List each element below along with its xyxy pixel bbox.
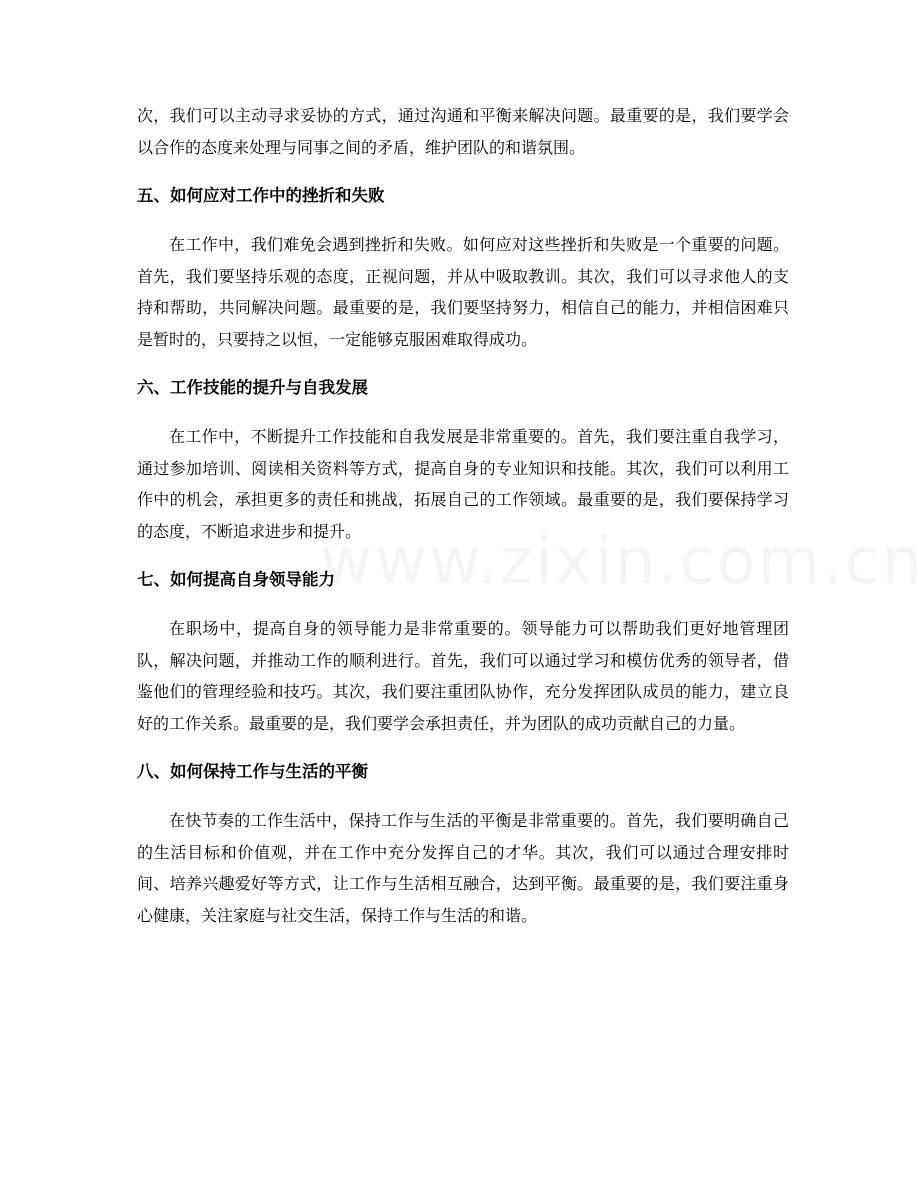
heading-section-6: 六、工作技能的提升与自我发展 [137, 378, 368, 397]
paragraph-section-5: 在工作中，我们难免会遇到挫折和失败。如何应对这些挫折和失败是一个重要的问题。首先，我们要坚持乐观的态度，正视问题，并从中吸取教训。其次，我们可以寻求他人的支持和帮助，共同解决问题。最重要的是，我们要坚持努力，相信自己的能力，并相信困难只是暂时的，只要持之以恒，一定能够克服困难取得成功。 [137, 235, 789, 349]
document-body [137, 100, 789, 931]
heading-section-7: 七、如何提高自身领导能力 [137, 570, 335, 589]
paragraph-section-7: 在职场中，提高自身的领导能力是非常重要的。领导能力可以帮助我们更好地管理团队，解决问题，并推动工作的顺利进行。首先，我们可以通过学习和模仿优秀的领导者，借鉴他们的管理经验和技巧。其次，我们要注重团队协作，充分发挥团队成员的能力，建立良好的工作关系。最重要的是，我们要学会承担责任，并为团队的成功贡献自己的力量。 [137, 619, 789, 733]
paragraph-conflict-continued: 次，我们可以主动寻求妥协的方式，通过沟通和平衡来解决问题。最重要的是，我们要学会以合作的态度来处理与同事之间的矛盾，维护团队的和谐氛围。 [137, 106, 789, 157]
heading-section-5: 五、如何应对工作中的挫折和失败 [137, 186, 385, 205]
heading-section-8: 八、如何保持工作与生活的平衡 [137, 762, 368, 781]
paragraph-section-6: 在工作中，不断提升工作技能和自我发展是非常重要的。首先，我们要注重自我学习，通过参加培训、阅读相关资料等方式，提高自身的专业知识和技能。其次，我们可以利用工作中的机会，承担更多的责任和挑战，拓展自己的工作领域。最重要的是，我们要保持学习的态度，不断追求进步和提升。 [137, 427, 789, 541]
paragraph-section-8: 在快节奏的工作生活中，保持工作与生活的平衡是非常重要的。首先，我们要明确自己的生活目标和价值观，并在工作中充分发挥自己的才华。其次，我们可以通过合理安排时间、培养兴趣爱好等方式，让工作与生活相互融合，达到平衡。最重要的是，我们要注重身心健康，关注家庭与社交生活，保持工作与生活的和谐。 [137, 811, 789, 925]
